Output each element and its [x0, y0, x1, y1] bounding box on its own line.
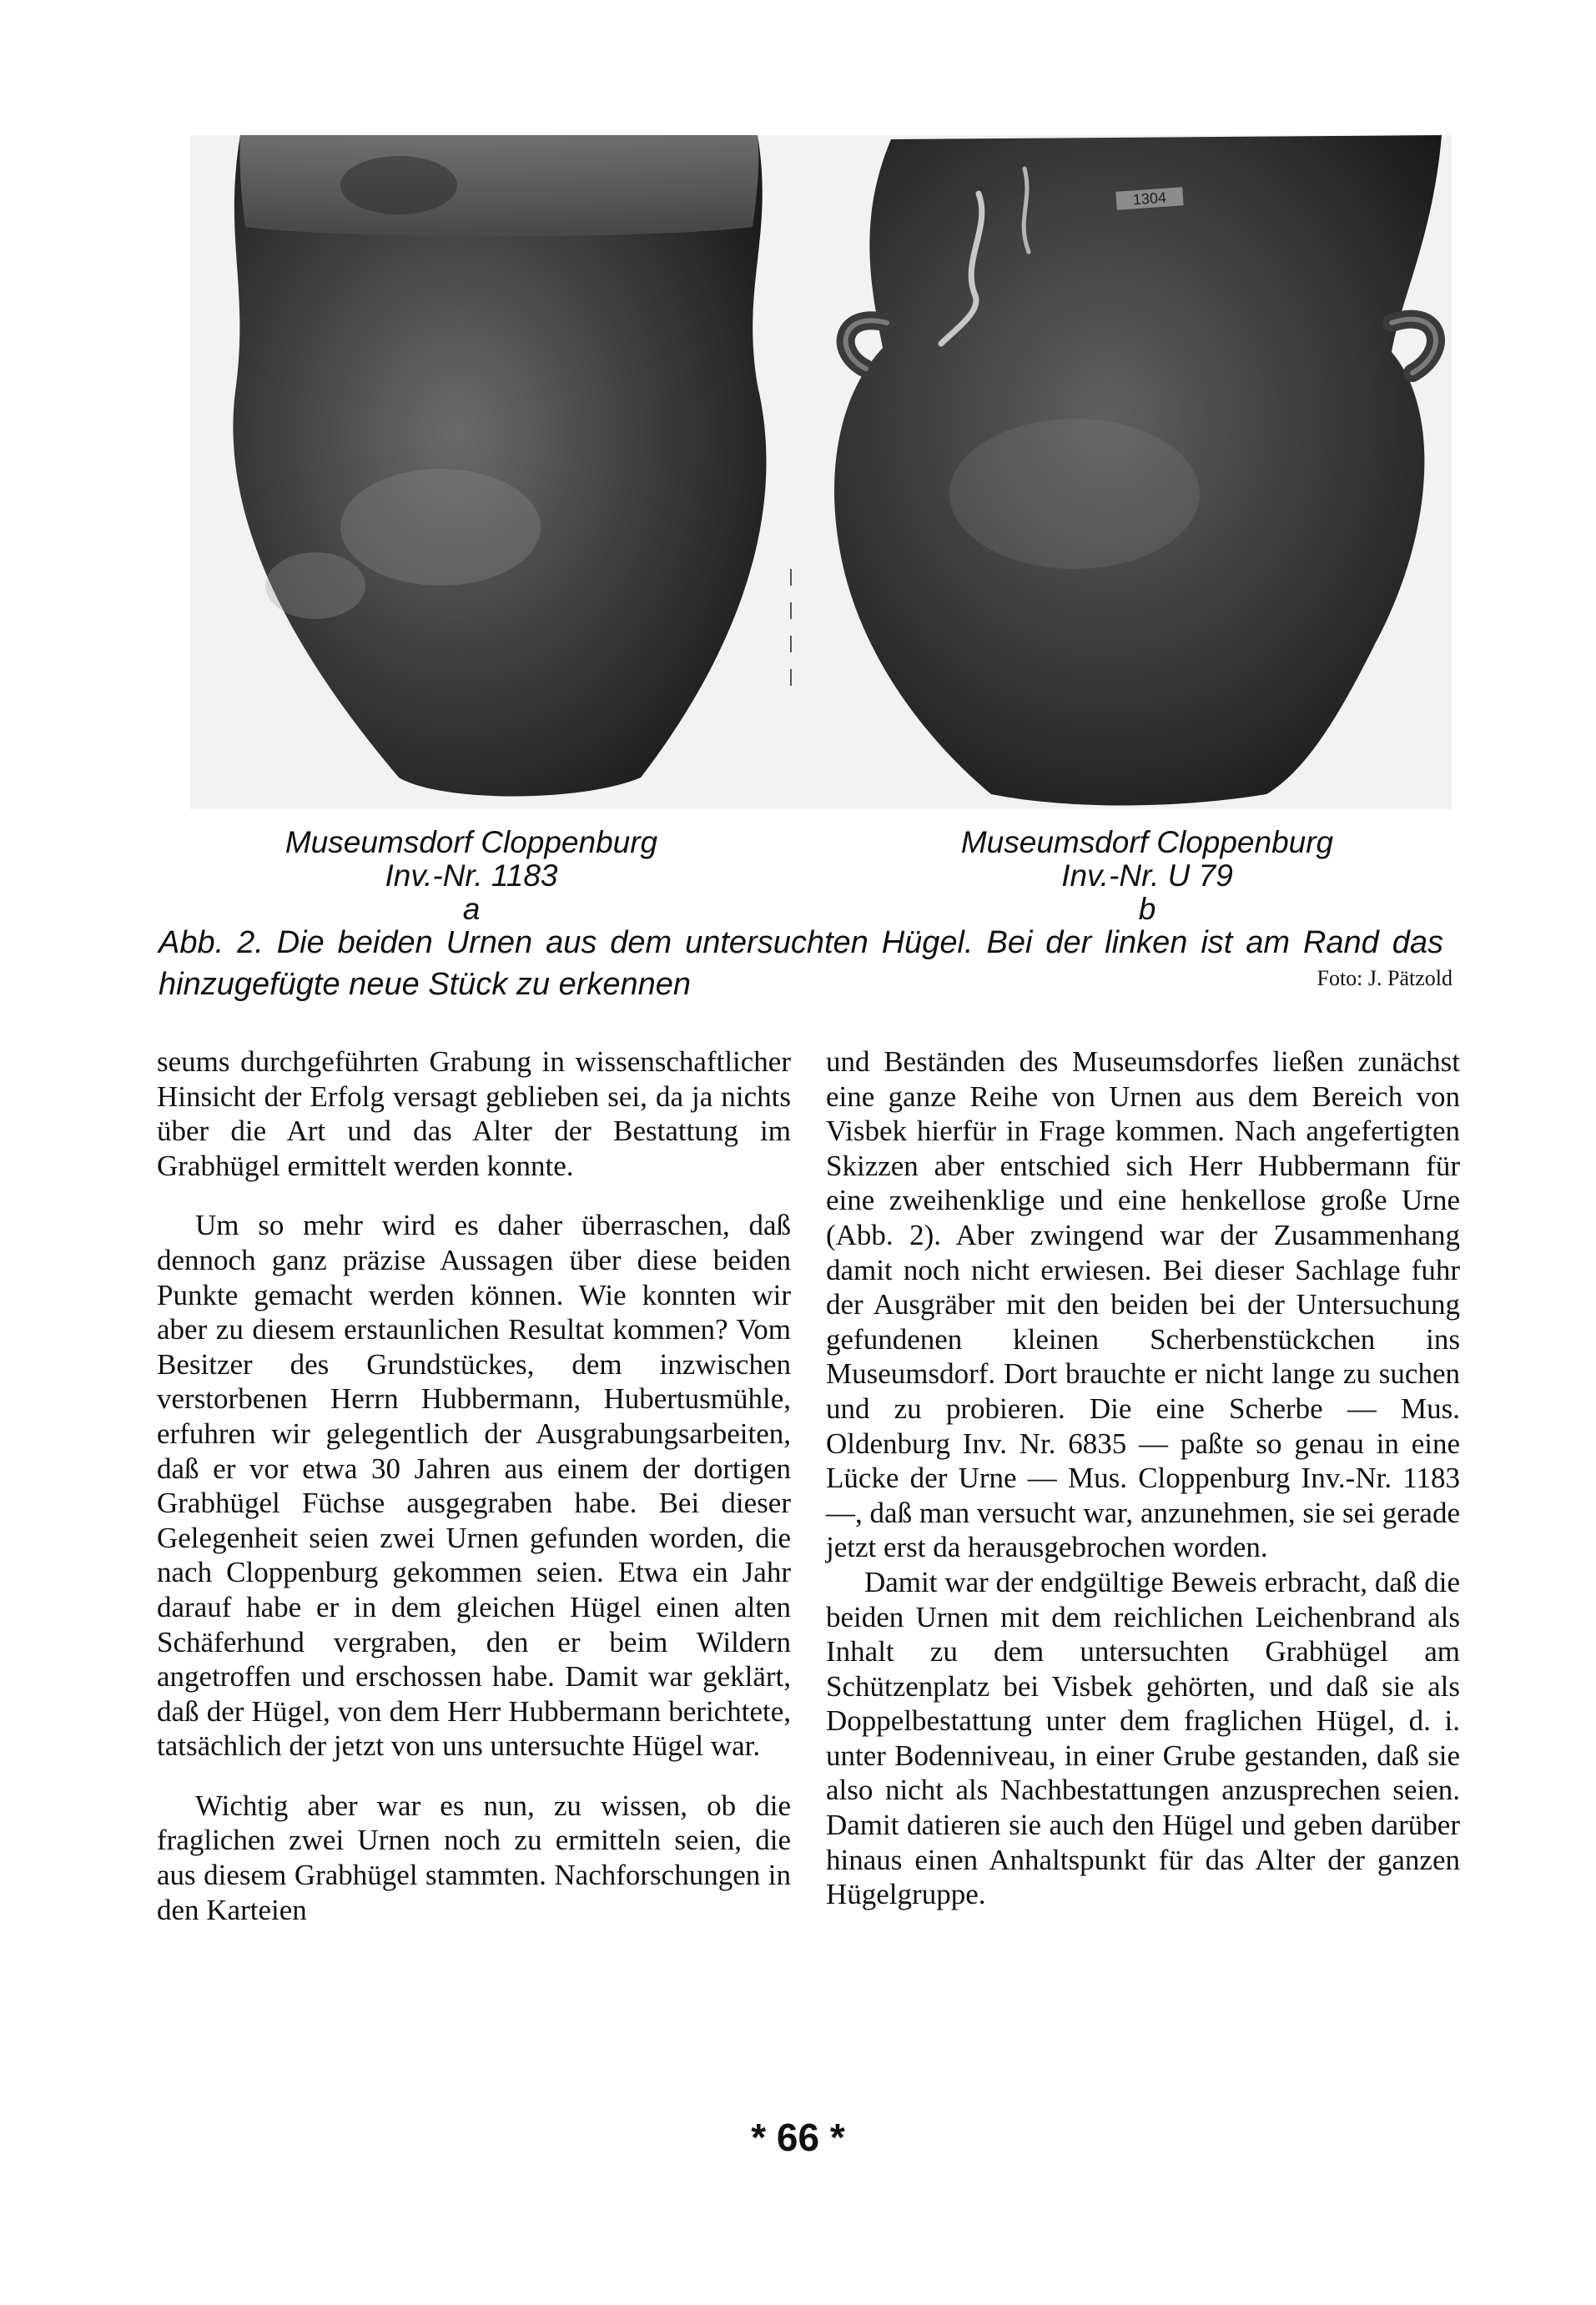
- urn-b-sticker-label: 1304: [1132, 189, 1167, 209]
- right-paragraph-1: und Beständen des Museumsdorfes ließen zunächst eine ganze Reihe von Urnen aus dem Bereich von Visbek hierfür in Frage kommen. Nach angefertigten Skizzen aber entschied sich Herr Hubbermann für eine zweihenklige und eine henkellose große Urne (Abb. 2). Aber zwingend war der Zusammenhang damit noch nicht erwiesen. Bei dieser Sachlage fuhr der Ausgräber mit den beiden bei der Untersuchung gefundenen kleinen Scherbenstückchen ins Museumsdorf. Dort brauchte er nicht lange zu suchen und zu probieren. Die eine Scherbe — Mus. Oldenburg Inv. Nr. 6835 — paßte so genau in eine Lücke der Urne — Mus. Cloppenburg Inv.-Nr. 1183 —, daß man versucht war, anzunehmen, sie sei gerade jetzt erst da herausgebrochen worden.: [826, 1045, 1460, 1564]
- figure-caption: Abb. 2. Die beiden Urnen aus dem untersuchten Hügel. Bei der linken ist am Rand das hinzugefügte neue Stück zu erkennen: [159, 925, 1443, 1002]
- urn-a-museum: Museumsdorf Cloppenburg: [284, 825, 658, 859]
- right-column: [826, 1044, 1460, 1912]
- urn-b-inventory: Inv.-Nr. U 79: [1061, 858, 1233, 893]
- urns-photograph-drawing: [190, 135, 1452, 809]
- urn-b-label: [914, 826, 1381, 926]
- urn-a-letter: a: [462, 892, 481, 926]
- page-number: * 66 *: [751, 2116, 845, 2159]
- right-paragraph-2: Damit war der endgültige Beweis erbracht, daß die beiden Urnen mit dem reichlichen Leichenbrand als Inhalt zu dem untersuchten Grabhügel am Schützenplatz bei Visbek gehörten, und daß sie als Doppelbestattung unter dem fraglichen Hügel, d. i. unter Bodenniveau, in einer Grube gestanden, daß sie also nicht als Nachbestattungen anzusprechen seien. Damit datieren sie auch den Hügel und geben darüber hinaus einen Anhaltspunkt für das Alter der ganzen Hügelgruppe.: [826, 1565, 1460, 1911]
- urn-a-label: [238, 826, 705, 926]
- photo-credit: Foto: J. Pätzold: [1317, 966, 1453, 990]
- urn-b-letter: b: [1138, 892, 1156, 926]
- left-paragraph-3: Wichtig aber war es nun, zu wissen, ob die fraglichen zwei Urnen noch zu ermitteln seien, die aus diesem Grabhügel stammten. Nachforschungen in den Karteien: [157, 1789, 791, 1926]
- left-paragraph-1: seums durchgeführten Grabung in wissenschaftlicher Hinsicht der Erfolg versagt geblieben sei, da ja nichts über die Art und das Alter der Bestattung im Grabhügel ermittelt werden konnte.: [157, 1045, 791, 1182]
- urns-photograph: [190, 135, 1452, 809]
- left-column: [157, 1044, 791, 1927]
- urn-a-inventory: Inv.-Nr. 1183: [385, 858, 558, 893]
- urn-b-museum: Museumsdorf Cloppenburg: [960, 825, 1334, 859]
- left-paragraph-2: Um so mehr wird es daher überraschen, daß dennoch ganz präzise Aussagen über diese beiden Punkte gemacht werden können. Wie konnten wir aber zu diesem erstaunlichen Resultat kommen? Vom Besitzer des Grundstückes, dem inzwischen verstorbenen Herrn Hubbermann, Hubertusmühle, erfuhren wir gelegentlich der Ausgrabungsarbeiten, daß er vor etwa 30 Jahren aus einem der dortigen Grabhügel Füchse ausgegraben habe. Bei dieser Gelegenheit seien zwei Urnen gefunden worden, die nach Cloppenburg gekommen seien. Etwa ein Jahr darauf habe er in dem gleichen Hügel einen alten Schäferhund vergraben, den er beim Wildern angetroffen und erschossen habe. Damit war geklärt, daß der Hügel, von dem Herr Hubbermann berichtete, tatsächlich der jetzt von uns untersuchte Hügel war.: [157, 1209, 791, 1763]
